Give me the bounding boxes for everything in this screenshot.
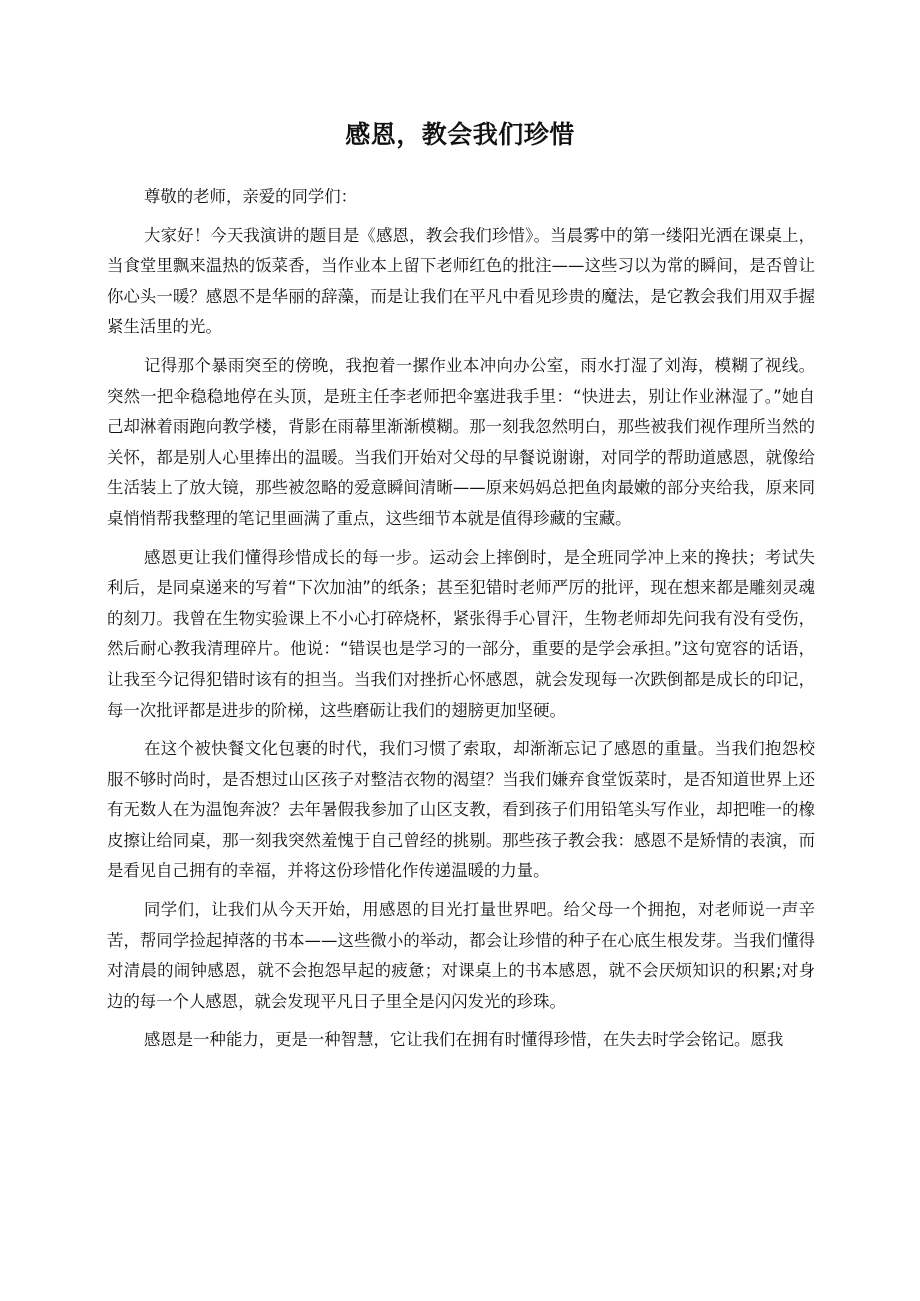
body-paragraph: 记得那个暴雨突至的傍晚，我抱着一摞作业本冲向办公室，雨水打湿了刘海，模糊了视线。突然一把伞稳稳地停在头顶，是班主任李老师把伞塞进我手里：“快进去，别让作业淋湿了。”她自己却淋着雨跑向教学楼，背影在雨幕里渐渐模糊。那一刻我忽然明白，那些被我们视作理所当然的关怀，都是别人心里捧出的温暖。当我们开始对父母的早餐说谢谢，对同学的帮助道感恩，就像给生活装上了放大镜，那些被忽略的爱意瞬间清晰——原来妈妈总把鱼肉最嫩的部分夹给我，原来同桌悄悄帮我整理的笔记里画满了重点，这些细节本就是值得珍藏的宝藏。 (107, 355, 815, 528)
body-paragraph: 同学们，让我们从今天开始，用感恩的目光打量世界吧。给父母一个拥抱，对老师说一声辛苦，帮同学捡起掉落的书本——这些微小的举动，都会让珍惜的种子在心底生根发芽。当我们懂得对清晨的闹钟感恩，就不会抱怨早起的疲惫；对课桌上的书本感恩，就不会厌烦知识的积累;对身边的每一个人感恩，就会发现平凡日子里全是闪闪发光的珍珠。 (107, 900, 815, 1011)
speech-body (107, 182, 815, 1064)
body-paragraph: 感恩是一种能力，更是一种智慧，它让我们在拥有时懂得珍惜，在失去时学会铭记。愿我 (144, 1030, 784, 1050)
greeting-paragraph: 尊敬的老师，亲爱的同学们： (144, 187, 358, 206)
body-paragraph: 大家好！今天我演讲的题目是《感恩，教会我们珍惜》。当晨雾中的第一缕阳光洒在课桌上，当食堂里飘来温热的饭菜香，当作业本上留下老师红色的批注——这些习以为常的瞬间，是否曾让你心头一暖？感恩不是华丽的辞藻，而是让我们在平凡中看见珍贵的魔法，是它教会我们用双手握紧生活里的光。 (107, 225, 815, 337)
body-paragraph: 感恩更让我们懂得珍惜成长的每一步。运动会上摔倒时，是全班同学冲上来的搀扶；考试失利后，是同桌递来的写着“下次加油”的纸条；甚至犯错时老师严厉的批评，现在想来都是雕刻灵魂的刻刀。我曾在生物实验课上不小心打碎烧杯，紧张得手心冒汗，生物老师却先问我有没有受伤，然后耐心教我清理碎片。他说：“错误也是学习的一部分，重要的是学会承担。”这句宽容的话语，让我至今记得犯错时该有的担当。当我们对挫折心怀感恩，就会发现每一次跌倒都是成长的印记，每一次批评都是进步的阶梯，这些磨砺让我们的翅膀更加坚硬。 (107, 547, 815, 720)
body-paragraph: 在这个被快餐文化包裹的时代，我们习惯了索取，却渐渐忘记了感恩的重量。当我们抱怨校服不够时尚时，是否想过山区孩子对整洁衣物的渴望？当我们嫌弃食堂饭菜时，是否知道世界上还有无数人在为温饱奔波？去年暑假我参加了山区支教，看到孩子们用铅笔头写作业，却把唯一的橡皮擦让给同桌，那一刻我突然羞愧于自己曾经的挑剔。那些孩子教会我：感恩不是矫情的表演，而是看见自己拥有的幸福，并将这份珍惜化作传递温暖的力量。 (107, 739, 815, 881)
page-title: 感恩，教会我们珍惜 (345, 120, 575, 149)
